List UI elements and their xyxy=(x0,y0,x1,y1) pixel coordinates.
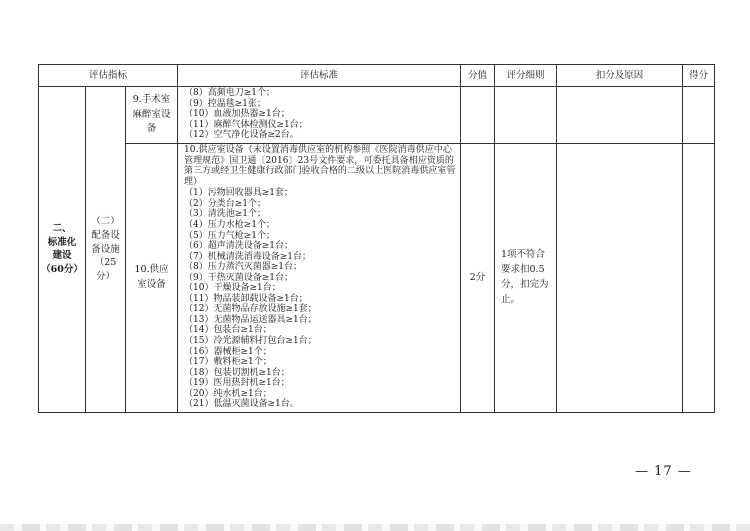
item-10-score: 2分 xyxy=(461,144,495,413)
standard-line: （8）压力蒸汽灭菌器≥1台； xyxy=(184,262,303,273)
standard-line: （18）包装切割机≥1台； xyxy=(184,367,290,378)
header-standard: 评估标准 xyxy=(178,65,461,87)
standard-line: （13）无菌物品运送器具≥1台； xyxy=(184,314,317,325)
item-10-label-line: 10.供应 xyxy=(134,264,169,276)
page-number: — 17 — xyxy=(635,464,692,479)
header-row xyxy=(39,65,715,87)
row-item-9 xyxy=(39,87,715,144)
standard-line: （1）污物回收器具≥1套； xyxy=(184,188,294,199)
item-9-reason xyxy=(557,87,683,144)
category-line: 建设 xyxy=(52,250,72,262)
header-indicator: 评估指标 xyxy=(39,65,178,87)
standard-line: （2）分类台≥1个； xyxy=(184,198,267,209)
item-9-label-line: 备 xyxy=(146,123,157,135)
category-cell xyxy=(39,87,86,413)
standard-line: （12）无菌物品存放设施≥1套； xyxy=(184,304,317,315)
standard-line: （14）包装台≥1台； xyxy=(184,325,272,336)
category-line: 标准化 xyxy=(47,236,77,248)
subcategory-cell xyxy=(86,87,126,413)
standard-line: （5）压力气枪≥1个； xyxy=(184,230,276,241)
standard-line: （21）低温灭菌设备≥1台。 xyxy=(184,399,299,410)
item-10-label xyxy=(126,144,178,413)
standard-line: （4）压力水枪≥1个； xyxy=(184,220,276,231)
standard-line: （6）超声清洗设备≥1台； xyxy=(184,241,294,252)
header-points: 得分 xyxy=(683,65,715,87)
item-10-label-line: 室设备 xyxy=(137,278,166,290)
item-9-points xyxy=(683,87,715,144)
header-detail: 评分细则 xyxy=(495,65,557,87)
header-reason: 扣分及原因 xyxy=(557,65,683,87)
standard-line: （20）纯水机≥1台； xyxy=(184,388,272,399)
category-line: （60分） xyxy=(41,264,83,276)
item-10-standard xyxy=(178,144,461,413)
item-9-score xyxy=(461,87,495,144)
detail-line: 止。 xyxy=(501,293,521,305)
standard-line: （17）敷料柜≥1个； xyxy=(184,357,272,368)
standard-line: （16）器械柜≥1个； xyxy=(184,346,272,357)
standard-line: （15）冷光源辅料打包台≥1台； xyxy=(184,336,317,347)
subcategory-line: 备设施 xyxy=(91,243,120,255)
subcategory-line: 配备设 xyxy=(91,229,120,241)
scan-edge-artifact xyxy=(0,524,750,531)
detail-line: 分，扣完为 xyxy=(501,278,549,290)
standard-line: （8）高频电刀≥1个； xyxy=(184,88,276,98)
subcategory-line: （二） xyxy=(91,216,120,228)
item-10-reason xyxy=(557,144,683,413)
item-10-points xyxy=(683,144,715,413)
item-9-label xyxy=(126,87,178,144)
row-item-10 xyxy=(39,144,715,413)
standard-line: （10）干燥设备≥1台； xyxy=(184,283,281,294)
standard-line: （11）麻醉气体检测仪≥1台； xyxy=(184,119,308,130)
standard-line: （10）血液加热器≥1台； xyxy=(184,109,290,120)
standard-line: （19）医用热封机≥1台； xyxy=(184,378,290,389)
evaluation-table xyxy=(38,64,715,413)
item-10-detail xyxy=(495,144,557,413)
subcategory-line: 分） xyxy=(95,271,115,283)
item-9-label-line: 9.手术室 xyxy=(132,93,171,105)
standard-line: （9）干热灭菌设备≥1台； xyxy=(184,272,294,283)
standard-intro: 10.供应室设备（未设置消毒供应室的机构参照《医院消毒供应中心管理规范》国卫通〔2016〕23号文件要求，可委托具备相应资质的第三方或经卫生健康行政部门验收合格的二级以上医院消毒供应室管理） xyxy=(184,145,456,187)
standard-line: （7）机械清洗消毒设备≥1台； xyxy=(184,251,312,262)
subcategory-line: （25 xyxy=(94,257,117,269)
item-9-standard xyxy=(178,87,461,144)
header-score: 分值 xyxy=(461,65,495,87)
standard-line: （12）空气净化设备≥2台。 xyxy=(184,130,299,141)
detail-line: 1项不符合 xyxy=(501,249,546,261)
standard-line: （3）清洗池≥1个； xyxy=(184,209,267,220)
item-9-label-line: 麻醉室设 xyxy=(132,108,171,120)
category-line: 二、 xyxy=(52,222,72,234)
detail-line: 要求扣0.5 xyxy=(501,264,545,276)
item-9-detail xyxy=(495,87,557,144)
standard-line: （9）控温毯≥1张； xyxy=(184,98,267,109)
standard-line: （11）物品装卸载设备≥1台； xyxy=(184,293,308,304)
